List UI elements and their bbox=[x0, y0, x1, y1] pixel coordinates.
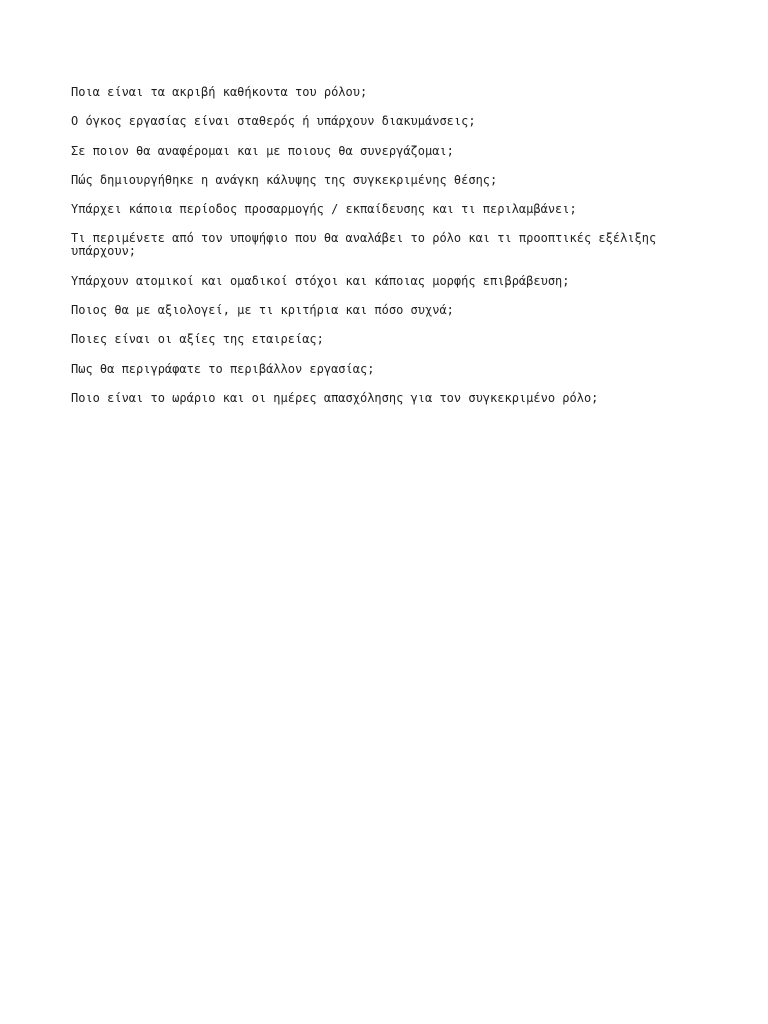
question-item: Υπάρχει κάποια περίοδος προσαρμογής / εκπαίδευσης και τι περιλαμβάνει; bbox=[71, 202, 577, 217]
question-list bbox=[71, 86, 711, 421]
question-item: Σε ποιον θα αναφέρομαι και με ποιους θα συνεργάζομαι; bbox=[71, 143, 454, 158]
question-item: Ποια είναι τα ακριβή καθήκοντα του ρόλου; bbox=[71, 85, 368, 99]
question-item: Τι περιμένετε από τον υποψήφιο που θα αναλάβει το ρόλο και τι προοπτικές εξέλιξης υπάρχουν; bbox=[71, 231, 657, 259]
question-item: Ποιος θα με αξιολογεί, με τι κριτήρια και πόσο συχνά; bbox=[71, 303, 454, 318]
question-item: Πώς δημιουργήθηκε η ανάγκη κάλυψης της συγκεκριμένης θέσης; bbox=[71, 172, 498, 187]
question-item: Υπάρχουν ατομικοί και ομαδικοί στόχοι και κάποιας μορφής επιβράβευση; bbox=[71, 273, 570, 288]
question-item: Ο όγκος εργασίας είναι σταθερός ή υπάρχουν διακυμάνσεις; bbox=[71, 114, 476, 129]
question-item: Πως θα περιγράφατε το περιβάλλον εργασίας; bbox=[71, 361, 375, 376]
question-item: Ποιες είναι οι αξίες της εταιρείας; bbox=[71, 332, 324, 347]
question-item: Ποιο είναι το ωράριο και οι ημέρες απασχόλησης για τον συγκεκριμένο ρόλο; bbox=[71, 390, 599, 405]
